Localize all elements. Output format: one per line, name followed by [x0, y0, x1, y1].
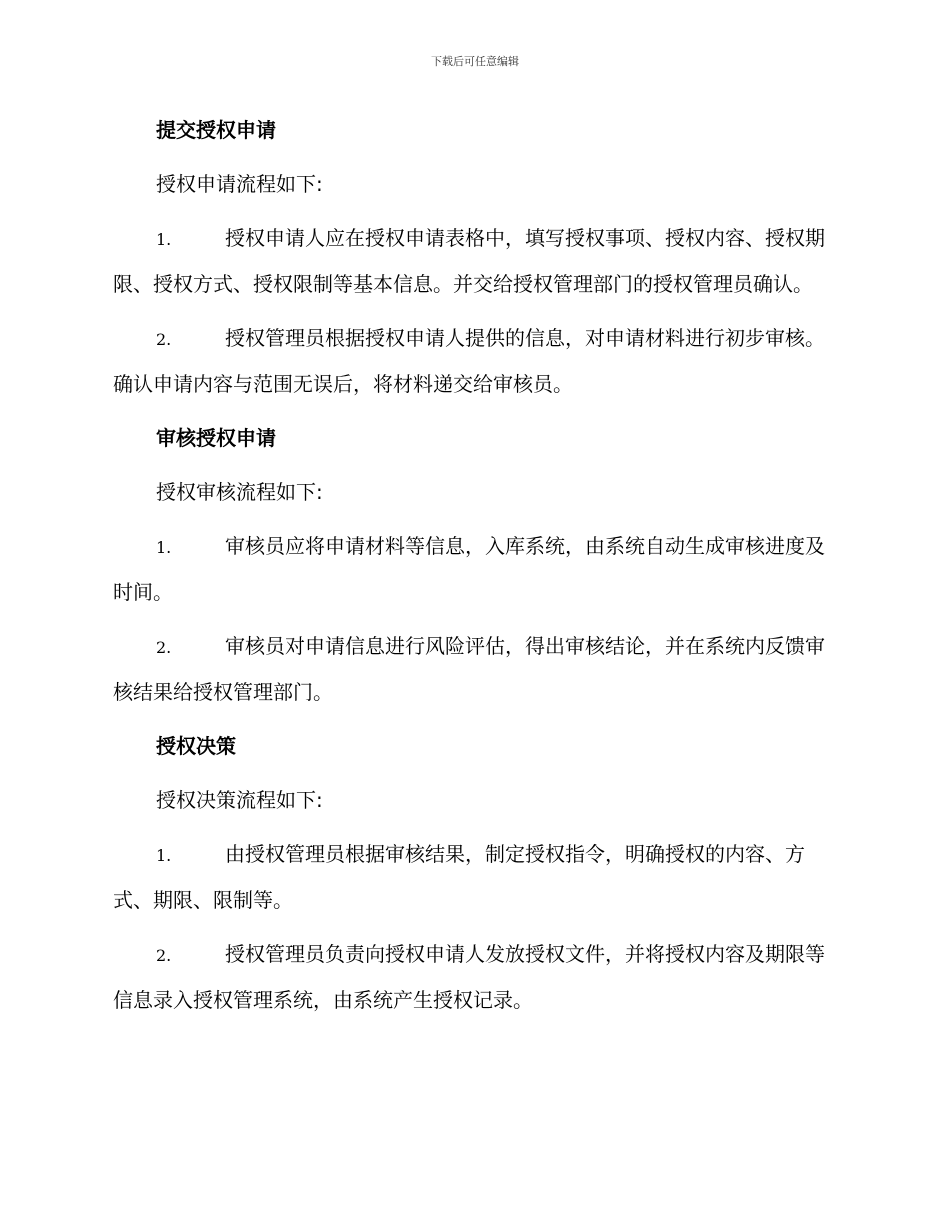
- section-intro: 授权审核流程如下:: [156, 480, 323, 504]
- section-heading-submit: 提交授权申请: [156, 118, 276, 142]
- list-item: [113, 932, 837, 1022]
- list-item: [113, 624, 837, 714]
- list-item: [113, 832, 837, 922]
- list-item-number: 1.: [156, 230, 172, 249]
- list-item: [113, 524, 837, 614]
- section-intro: 授权决策流程如下:: [156, 788, 323, 812]
- list-item-number: 2.: [156, 946, 172, 965]
- list-item: [113, 316, 837, 406]
- list-item-text: 授权管理员负责向授权申请人发放授权文件，并将授权内容及期限等信息录入授权管理系统，由系统产生授权记录。: [113, 942, 825, 1012]
- page-header: 下载后可任意编辑: [431, 55, 519, 68]
- document-body: [113, 108, 837, 1022]
- list-item-text: 审核员对申请信息进行风险评估，得出审核结论，并在系统内反馈审核结果给授权管理部门。: [113, 634, 825, 704]
- list-item-text: 授权管理员根据授权申请人提供的信息，对申请材料进行初步审核。确认申请内容与范围无误后，将材料递交给审核员。: [113, 326, 825, 396]
- list-item-number: 1.: [156, 538, 172, 557]
- list-item-number: 2.: [156, 330, 172, 349]
- section-heading-review: 审核授权申请: [156, 426, 276, 450]
- list-item-number: 1.: [156, 846, 172, 865]
- section-heading-decision: 授权决策: [156, 734, 236, 758]
- list-item-text: 授权申请人应在授权申请表格中，填写授权事项、授权内容、授权期限、授权方式、授权限制等基本信息。并交给授权管理部门的授权管理员确认。: [113, 226, 825, 296]
- list-item: [113, 216, 837, 306]
- list-item-text: 由授权管理员根据审核结果，制定授权指令，明确授权的内容、方式、期限、限制等。: [113, 842, 805, 912]
- list-item-text: 审核员应将申请材料等信息，入库系统，由系统自动生成审核进度及时间。: [113, 534, 825, 604]
- section-intro: 授权申请流程如下:: [156, 172, 323, 196]
- list-item-number: 2.: [156, 638, 172, 657]
